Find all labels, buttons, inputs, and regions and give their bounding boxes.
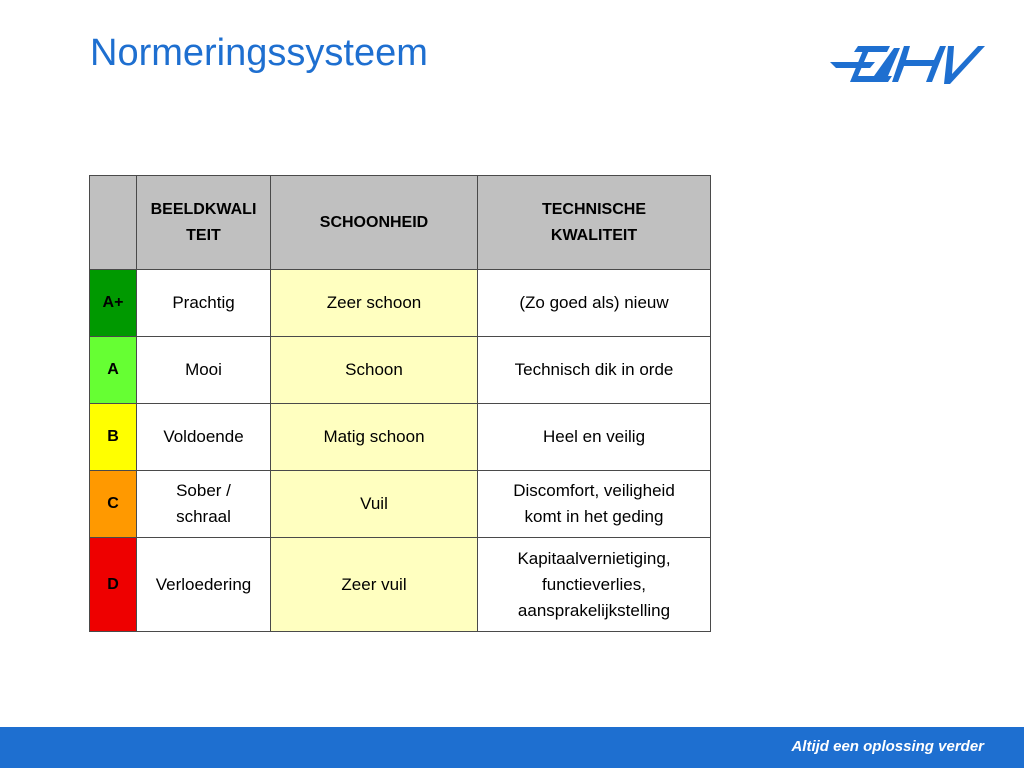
beeldkwaliteit-cell: Voldoende xyxy=(137,404,271,471)
technische-kwaliteit-label: Discomfort, veiligheid komt in het geding xyxy=(513,481,675,526)
dhv-logo-icon xyxy=(830,40,985,90)
beeldkwaliteit-label: Sober / schraal xyxy=(176,481,231,526)
header-cell-technische-kwaliteit xyxy=(478,176,711,270)
schoonheid-cell: Vuil xyxy=(271,471,478,538)
beeldkwaliteit-cell xyxy=(137,471,271,538)
beeldkwaliteit-cell: Prachtig xyxy=(137,270,271,337)
header-cell-grade xyxy=(90,176,137,270)
technische-kwaliteit-label: Kapitaalvernietiging, functieverlies, aansprakelijkstelling xyxy=(517,548,671,620)
footer-bar xyxy=(0,727,1024,768)
table-header-row xyxy=(90,176,711,270)
grade-cell: A+ xyxy=(90,270,137,337)
header-cell-beeldkwaliteit xyxy=(137,176,271,270)
schoonheid-cell: Zeer schoon xyxy=(271,270,478,337)
table-row xyxy=(90,270,711,337)
technische-kwaliteit-cell: Technisch dik in orde xyxy=(478,337,711,404)
table-row xyxy=(90,337,711,404)
technische-kwaliteit-cell xyxy=(478,471,711,538)
technische-kwaliteit-cell xyxy=(478,538,711,632)
beeldkwaliteit-cell: Mooi xyxy=(137,337,271,404)
technische-kwaliteit-cell: (Zo goed als) nieuw xyxy=(478,270,711,337)
footer-slogan: Altijd een oplossing verder xyxy=(791,738,984,755)
schoonheid-cell: Schoon xyxy=(271,337,478,404)
grade-cell: C xyxy=(90,471,137,538)
grade-cell: A xyxy=(90,337,137,404)
table-row xyxy=(90,404,711,471)
schoonheid-cell: Matig schoon xyxy=(271,404,478,471)
norm-table xyxy=(89,175,711,632)
grade-cell: B xyxy=(90,404,137,471)
grade-cell: D xyxy=(90,538,137,632)
header-cell-schoonheid: SCHOONHEID xyxy=(271,176,478,270)
table-row xyxy=(90,538,711,632)
beeldkwaliteit-cell: Verloedering xyxy=(137,538,271,632)
slide-title: Normeringssysteem xyxy=(90,32,428,74)
header-label-beeldkwaliteit: BEELDKWALITEIT xyxy=(150,200,257,244)
table-row xyxy=(90,471,711,538)
header-label-technische-kwaliteit: TECHNISCHE KWALITEIT xyxy=(541,200,646,244)
schoonheid-cell: Zeer vuil xyxy=(271,538,478,632)
technische-kwaliteit-cell: Heel en veilig xyxy=(478,404,711,471)
